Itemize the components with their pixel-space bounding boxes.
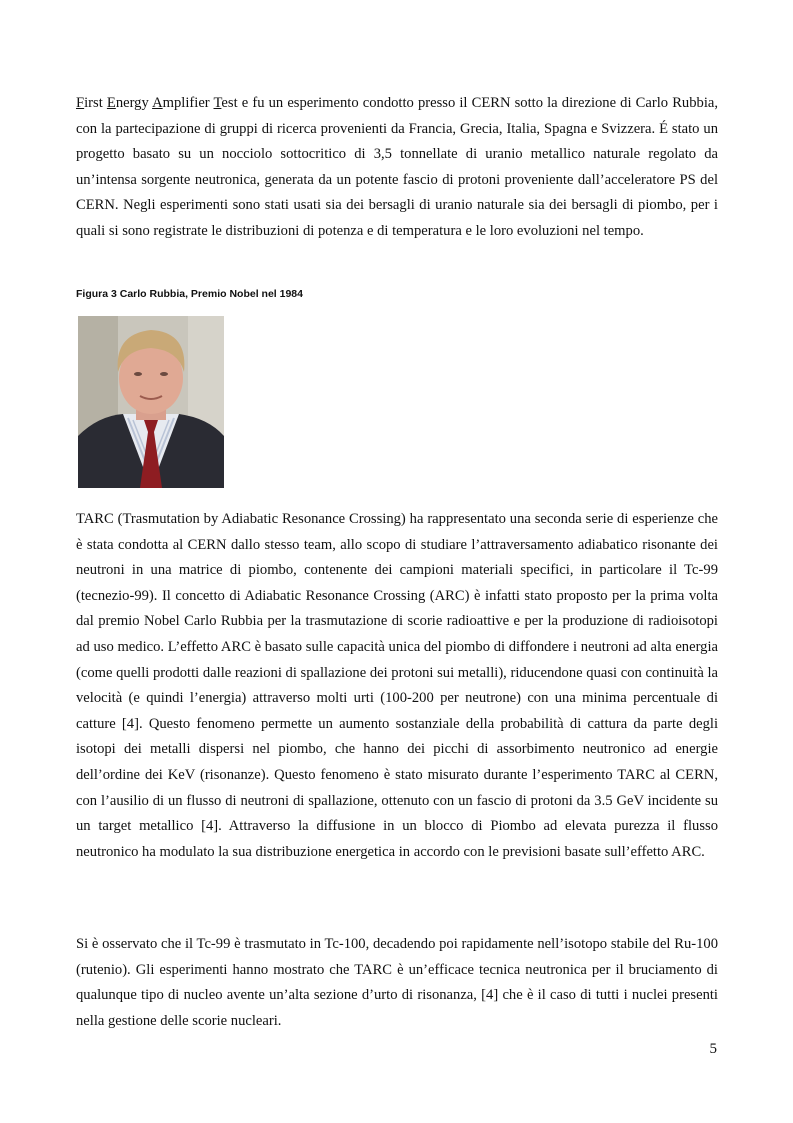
paragraph-first-energy-amplifier-test <box>76 91 718 245</box>
acronym-rest-a: mplifier <box>162 95 214 111</box>
acronym-rest-t: est e <box>221 95 249 111</box>
acronym-rest-f: irst <box>84 95 107 111</box>
figure-caption: Figura 3 Carlo Rubbia, Premio Nobel nel 1984 <box>76 288 303 300</box>
page-number: 5 <box>709 1041 717 1057</box>
paragraph-tarc: TARC (Trasmutation by Adiabatic Resonance Crossing) ha rappresentato una seconda serie di esperienze che è stata condotta al CERN dallo stesso team, allo scopo di studiare l’attraversamento adiabatico risonante dei neutroni in una matrice di piombo, contenente dei campioni materiali specifici, in particolare il Tc-99 (tecnezio-99). Il concetto di Adiabatic Resonance Crossing (ARC) è infatti stato proposto per la prima volta dal premio Nobel Carlo Rubbia per la trasmutazione di scorie radioattive e per la produzione di radioisotopi ad uso medico. L’effetto ARC è basato sulle capacità unica del piombo di diffondere i neutroni ad alta energia (come quelli prodotti dalle reazioni di spallazione dei protoni sui metalli), riducendone quasi con continuità la velocità (e quindi l’energia) attraverso molti urti (100-200 per neutrone) con una minima percentuale di catture [4]. Questo fenomeno permette un aumento sostanziale della probabilità di cattura da parte degli isotopi dei metalli dispersi nel piombo, che hanno dei picchi di assorbimento neutronico ad energie dell’ordine dei KeV (risonanze). Questo fenomeno è stato misurato durante l’esperimento TARC al CERN, con l’ausilio di un flusso di neutroni di spallazione, ottenuto con un fascio di protoni da 3.5 GeV incidente su un target metallico [4]. Attraverso la diffusione in un blocco di Piombo ad elevata purezza il flusso neutronico ha modulato la sua distribuzione energetica in accordo con le previsioni basate sull’effetto ARC. <box>76 511 718 860</box>
paragraph1-body: fu un esperimento condotto presso il CERN sotto la direzione di Carlo Rubbia, con la partecipazione di gruppi di ricerca provenienti da Francia, Grecia, Italia, Spagna e Svizzera. É stato un progetto basato su un nocciolo sottocritico di 3,5 tonnellate di uranio metallico naturale regolato da un’intensa sorgente neutronica, generata da un potente fascio di protoni proveniente dall’acceleratore PS del CERN. Negli esperimenti sono stati usati sia dei bersagli di uranio naturale sia dei bersagli di piombo, per i quali si sono registrate le distribuzioni di potenza e di temperatura e le loro evoluzioni nel tempo. <box>76 95 718 239</box>
portrait-photo <box>78 316 224 488</box>
acronym-rest-e: nergy <box>115 95 153 111</box>
acronym-initial-f: F <box>76 95 85 111</box>
acronym-initial-t: T <box>213 95 222 111</box>
acronym-initial-e: E <box>106 95 116 111</box>
acronym-initial-a: A <box>152 95 163 111</box>
paragraph-tc99: Si è osservato che il Tc-99 è trasmutato in Tc-100, decadendo poi rapidamente nell’isotopo stabile del Ru-100 (rutenio). Gli esperimenti hanno mostrato che TARC è un’efficace tecnica neutronica per il bruciamento di qualunque tipo di nucleo avente un’alta sezione d’urto di risonanza, [4] che è il caso di tutti i nuclei presenti nella gestione delle scorie nucleari. <box>76 936 718 1029</box>
